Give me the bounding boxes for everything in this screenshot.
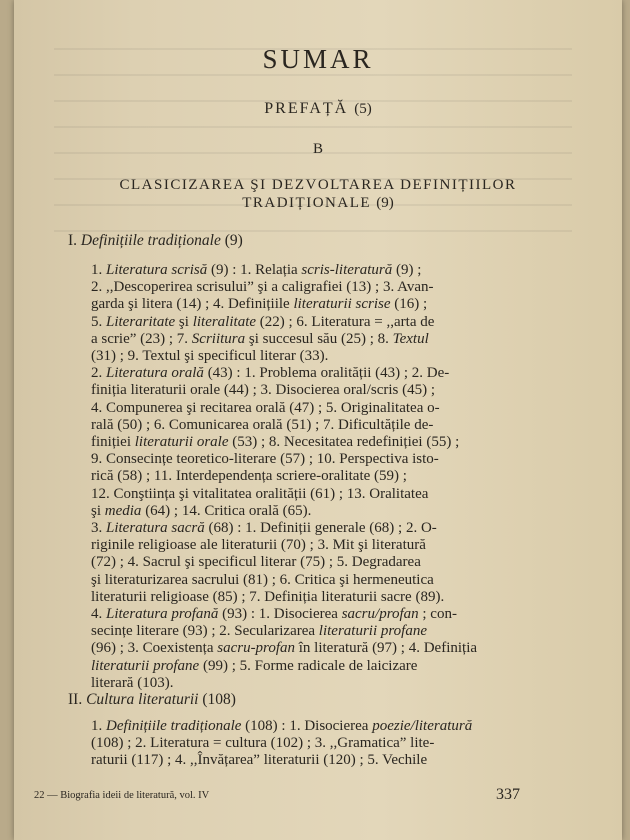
- toc-line: (31) ; 9. Textul şi specificul literar (33).: [91, 348, 329, 365]
- preface-entry: [14, 100, 622, 118]
- toc-line: 5. Literaritate şi literalitate (22) ; 6. Literatura = ,,arta de: [91, 313, 435, 330]
- toc-line: 1. Definițiile tradiționale (108) : 1. Disocierea poezie/literatură: [91, 718, 473, 734]
- toc-line: rică (58) ; 11. Interdependența scriere-oralitate (59) ;: [91, 468, 407, 485]
- toc-line: 1. Literatura scrisă (9) : 1. Relația scris-literatură (9) ;: [91, 262, 422, 278]
- toc-line: a scrie” (23) ; 7. Scriitura şi succesul său (25) ; 8. Textul: [91, 330, 429, 347]
- toc-line: literară (103).: [91, 674, 174, 691]
- toc-line: garda şi litera (14) ; 4. Definițiile literaturii scrise (16) ;: [91, 296, 428, 313]
- part2-page: (108): [202, 691, 236, 708]
- toc-line: 2. Literatura orală (43) : 1. Problema oralității (43) ; 2. De-: [91, 365, 450, 382]
- book-page: [14, 0, 622, 840]
- printer-signature: 22 — Biografia ideii de literatură, vol. IV: [34, 790, 210, 801]
- toc-line: (108) ; 2. Literatura = cultura (102) ; 3. ,,Gramatica” lite-: [91, 735, 435, 752]
- preface-page: (5): [354, 101, 372, 117]
- toc-line: 3. Literatura sacră (68) : 1. Definiții generale (68) ; 2. O-: [91, 520, 437, 537]
- toc-line: şi literaturizarea sacrului (81) ; 6. Critica şi hermeneutica: [91, 571, 434, 588]
- section-title-line1: CLASICIZAREA ŞI DEZVOLTAREA DEFINIȚIILOR: [119, 177, 517, 193]
- toc-line: 9. Consecințe teoretico-literare (57) ; 10. Perspectiva isto-: [91, 451, 439, 468]
- part1-page: (9): [224, 232, 243, 249]
- part2-entries: [91, 718, 534, 770]
- part2-numeral: II.: [68, 691, 83, 708]
- section-letter: B: [312, 141, 323, 157]
- part2-heading: [68, 691, 236, 709]
- section-title-line2: TRADIȚIONALE: [242, 195, 372, 211]
- part1-numeral: I.: [68, 232, 78, 249]
- toc-line: şi media (64) ; 14. Critica orală (65).: [91, 502, 312, 519]
- toc-line: (96) ; 3. Coexistența sacru-profan în literatură (97) ; 4. Definiția: [91, 640, 478, 657]
- preface-label: PREFAȚĂ: [264, 100, 349, 117]
- section-heading: [14, 176, 622, 212]
- toc-line: raturii (117) ; 4. ,,Învățarea” literaturii (120) ; 5. Vechile: [91, 752, 428, 769]
- page-title: SUMAR: [262, 44, 374, 74]
- toc-line: 2. ,,Descoperirea scrisului” şi a caligrafiei (13) ; 3. Avan-: [91, 279, 434, 296]
- toc-line: (72) ; 4. Sacrul şi specificul literar (75) ; 5. Degradarea: [91, 554, 421, 571]
- part2-title: Cultura literaturii: [86, 691, 199, 708]
- part1-title: Definițiile tradiționale: [80, 232, 221, 249]
- section-title-page: (9): [376, 195, 394, 211]
- part1-heading: [68, 232, 243, 250]
- page-number: 337: [496, 786, 520, 803]
- toc-line: literaturii religioase (85) ; 7. Definiția literaturii sacre (89).: [91, 588, 445, 605]
- toc-line: riginile religioase ale literaturii (70) ; 3. Mit şi literatură: [91, 537, 426, 554]
- toc-line: secințe literare (93) ; 2. Secularizarea literaturii profane: [91, 623, 427, 640]
- toc-line: finiției literaturii orale (53) ; 8. Necesitatea redefiniției (55) ;: [91, 434, 460, 451]
- toc-line: 4. Compunerea şi recitarea orală (47) ; 5. Originalitatea o-: [91, 399, 440, 416]
- toc-line: 12. Conştiința şi vitalitatea oralității (61) ; 13. Oralitatea: [91, 485, 429, 502]
- toc-line: rală (50) ; 6. Comunicarea orală (51) ; 7. Dificultățile de-: [91, 416, 434, 433]
- part1-entries: [91, 262, 534, 692]
- toc-line: 4. Literatura profană (93) : 1. Disocierea sacru/profan ; con-: [91, 606, 457, 623]
- toc-line: literaturii profane (99) ; 5. Forme radicale de laicizare: [91, 657, 418, 674]
- toc-line: finiția literaturii orale (44) ; 3. Disocierea oral/scris (45) ;: [91, 382, 436, 399]
